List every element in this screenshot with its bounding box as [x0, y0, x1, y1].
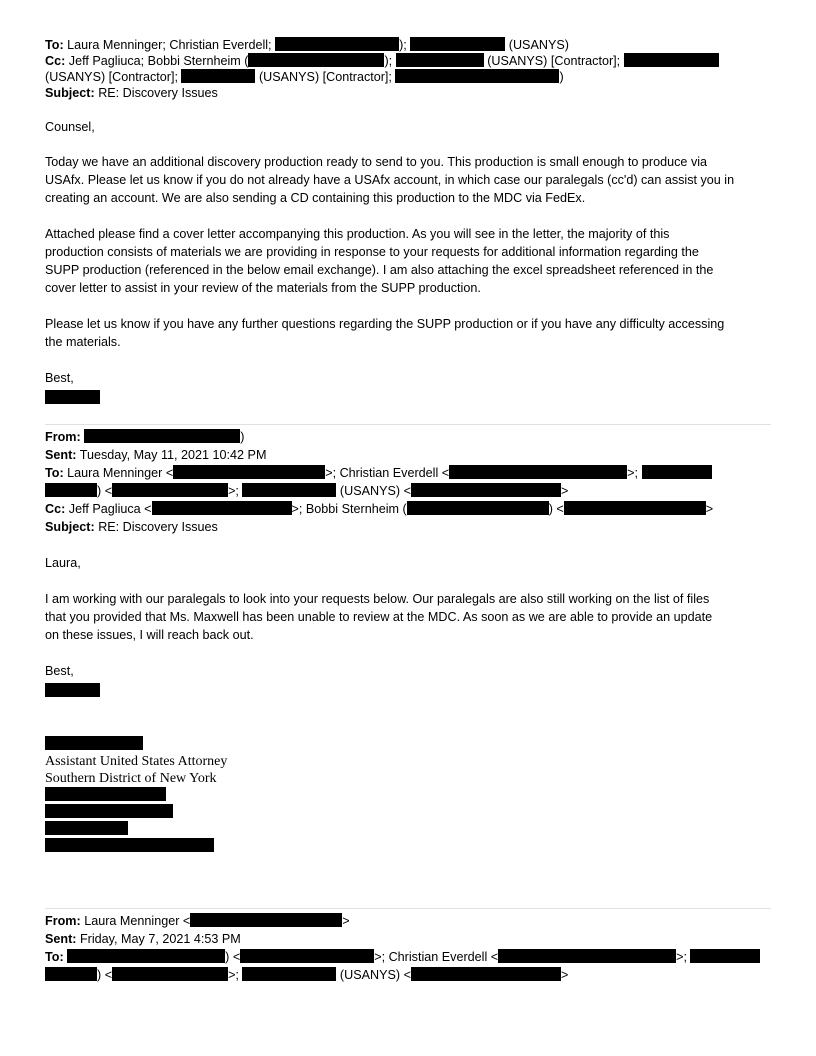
separator: ) < [97, 968, 113, 982]
subject-label: Subject: [45, 86, 95, 100]
email1-body-line: production consists of materials we are providing in response to your requests for additional information regarding the [45, 245, 699, 259]
cc-label: Cc: [45, 502, 66, 516]
signature-title: Assistant United States Attorney [45, 754, 228, 769]
to-label: To: [45, 950, 64, 964]
to-label: To: [45, 38, 64, 52]
separator: ) < [225, 950, 241, 964]
email2-body-line: I am working with our paralegals to look into your requests below. Our paralegals are also still working on the list of files [45, 592, 710, 606]
email2-cc-line [45, 501, 713, 517]
email1-salutation: Counsel, [45, 120, 95, 134]
separator: >; [676, 950, 687, 964]
redacted-phone [45, 821, 128, 835]
redaction [181, 69, 255, 83]
redaction [275, 37, 399, 51]
redaction [242, 967, 336, 981]
subject-label: Subject: [45, 520, 95, 534]
from-label: From: [45, 914, 81, 928]
redaction [45, 483, 97, 497]
separator: ); [384, 54, 393, 68]
to-org: (USANYS) < [339, 484, 411, 498]
redaction [396, 53, 484, 67]
email-divider [45, 908, 771, 909]
redaction [67, 949, 225, 963]
email1-body-line: the materials. [45, 335, 121, 349]
redacted-email [45, 838, 214, 852]
to-name: >; Christian Everdell < [325, 466, 450, 480]
separator: >; [228, 484, 239, 498]
cc-names: Jeff Pagliuca; Bobbi Sternheim ( [68, 54, 249, 68]
separator: > [560, 484, 569, 498]
separator: >; [627, 466, 638, 480]
redaction [242, 483, 336, 497]
to-org: (USANYS) < [339, 968, 411, 982]
redaction [449, 465, 627, 479]
redaction [45, 967, 97, 981]
redaction [690, 949, 760, 963]
redaction [112, 967, 228, 981]
email2-from-line [45, 429, 244, 445]
redaction [624, 53, 719, 67]
redaction [173, 465, 325, 479]
redacted-address [45, 804, 173, 818]
redacted-signature [45, 390, 100, 404]
redaction [240, 949, 374, 963]
redacted-address [45, 787, 166, 801]
cc-org: (USANYS) [Contractor]; [258, 70, 392, 84]
email1-body-line: SUPP production (referenced in the below email exchange). I am also attaching the excel spreadsheet referenced in the [45, 263, 714, 277]
separator: ) [559, 70, 564, 84]
subject-text: RE: Discovery Issues [98, 520, 218, 534]
from-name: Laura Menninger < [84, 914, 191, 928]
sent-date: Friday, May 7, 2021 4:53 PM [79, 932, 241, 946]
email1-cc-line [45, 53, 719, 69]
cc-name: Jeff Pagliuca < [68, 502, 152, 516]
cc-org: (USANYS) [Contractor]; [45, 70, 178, 84]
email1-body-line: Today we have an additional discovery production ready to send to you. This production is small enough to produce via [45, 155, 708, 169]
redaction [407, 501, 549, 515]
signature-office: Southern District of New York [45, 771, 217, 786]
redacted-name [45, 736, 143, 750]
to-org: (USANYS) [508, 38, 569, 52]
redaction [84, 429, 240, 443]
email1-cc-line2 [45, 69, 564, 85]
redaction [642, 465, 712, 479]
email1-body-line: Attached please find a cover letter accompanying this production. As you will see in the letter, the majority of this [45, 227, 670, 241]
email1-body-line: Please let us know if you have any further questions regarding the SUPP production or if you have any difficulty accessing [45, 317, 725, 331]
email2-subject-line [45, 519, 218, 535]
email1-subject-line [45, 85, 218, 101]
email2-salutation: Laura, [45, 556, 81, 570]
redaction [564, 501, 706, 515]
redaction [498, 949, 676, 963]
to-names: Laura Menninger; Christian Everdell; [67, 38, 272, 52]
redaction [395, 69, 559, 83]
separator: > [560, 968, 569, 982]
email1-body-line: creating an account. We are also sending a CD containing this production to the MDC via FedEx. [45, 191, 586, 205]
separator: > [342, 914, 350, 928]
to-name: Laura Menninger < [67, 466, 174, 480]
email1-body-line: cover letter to assist in your review of the materials from the SUPP production. [45, 281, 481, 295]
email2-body-line: on these issues, I will reach back out. [45, 628, 254, 642]
redaction [410, 37, 505, 51]
to-label: To: [45, 466, 64, 480]
email2-to-line [45, 465, 712, 481]
email3-sent-line [45, 931, 241, 947]
separator: ) < [97, 484, 113, 498]
email1-body-line: USAfx. Please let us know if you do not already have a USAfx account, in which case our paralegals (cc'd) can assist you in [45, 173, 735, 187]
sent-label: Sent: [45, 932, 77, 946]
redacted-signature [45, 683, 100, 697]
cc-name: >; Bobbi Sternheim ( [291, 502, 407, 516]
email2-closing: Best, [45, 664, 74, 678]
email3-to-line2 [45, 967, 568, 983]
redaction [152, 501, 292, 515]
from-label: From: [45, 430, 81, 444]
cc-label: Cc: [45, 54, 66, 68]
redaction [411, 483, 561, 497]
subject-text: RE: Discovery Issues [98, 86, 218, 100]
redaction [190, 913, 342, 927]
redaction [411, 967, 561, 981]
redaction [112, 483, 228, 497]
email-divider [45, 424, 771, 425]
email2-sent-line [45, 447, 266, 463]
separator: >; [228, 968, 239, 982]
email2-body-line: that you provided that Ms. Maxwell has been unable to review at the MDC. As soon as we are able to provide an update [45, 610, 713, 624]
redaction [248, 53, 384, 67]
sent-label: Sent: [45, 448, 77, 462]
email1-to-line [45, 37, 569, 53]
separator: ); [399, 38, 407, 52]
email3-from-line [45, 913, 350, 929]
separator: ) [240, 430, 245, 444]
sent-date: Tuesday, May 11, 2021 10:42 PM [79, 448, 267, 462]
separator: ) < [548, 502, 564, 516]
email1-closing: Best, [45, 371, 74, 385]
email2-to-line2 [45, 483, 568, 499]
to-name: >; Christian Everdell < [374, 950, 499, 964]
email3-to-line [45, 949, 760, 965]
separator: > [705, 502, 714, 516]
cc-org: (USANYS) [Contractor]; [487, 54, 621, 68]
